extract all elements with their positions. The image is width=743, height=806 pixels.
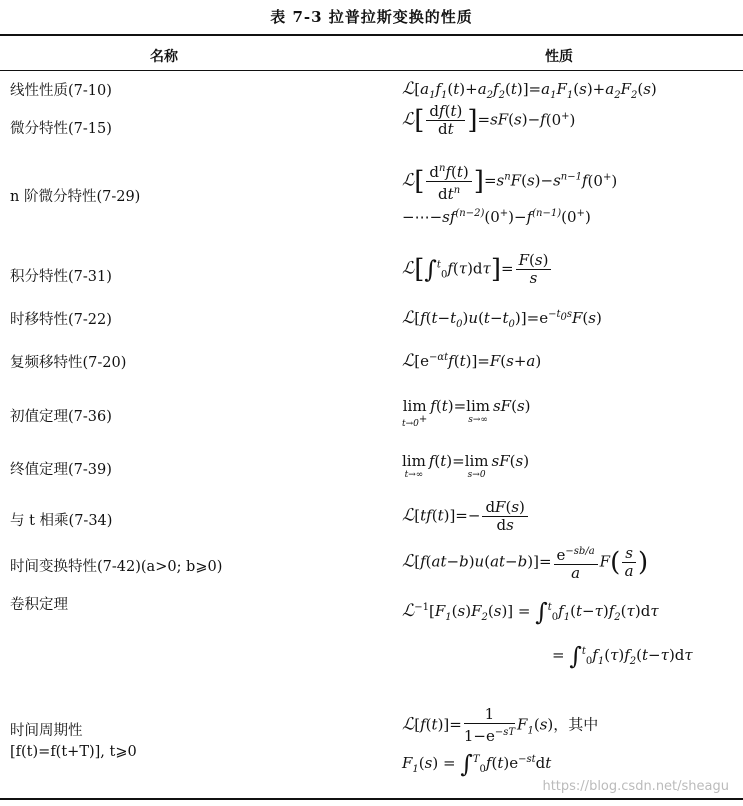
top-rule (0, 34, 743, 36)
row-name-nth-differentiation: n 阶微分特性(7-29) (10, 189, 141, 205)
formula-periodicity-line1: ℒ[f(t)]= $\frac{1}{1-e^{-sT}}$ $F_1(s)$，其中 (402, 705, 599, 745)
formula-differentiation: ℒ[ $\frac{df(t)}{dt}$ ]=sF(s)−f(0+) (402, 102, 576, 138)
row-name-differentiation: 微分特性(7-15) (10, 121, 112, 137)
row-name-initial-value: 初值定理(7-36) (10, 409, 112, 425)
formula-final-value: lim t→∞ f(t)=lim s→0 sF(s) (402, 452, 530, 480)
header-name: 名称 (150, 49, 178, 65)
formula-multiply-t: ℒ[tf(t)]=− $\frac{dF(s)}{ds}$ (402, 499, 530, 534)
formula-frequency-shift: $ℒ[e^{-\alpha t}f(t)]=F(s+a)$ (402, 351, 542, 371)
header-rule (0, 70, 743, 71)
formula-linearity: $ℒ[a_1f_1(t)+a_2f_2(t)]=a_1F_1(s)+a_2F_2(s)$ (402, 79, 657, 101)
formula-time-scaling: ℒ[f(at−b)u(at−b)]= $\frac{e^{-sb/a}}{a}$ F( $\frac{s}{a}$ ) (402, 544, 649, 582)
row-name-integration: 积分特性(7-31) (10, 269, 112, 285)
row-name-linearity: 线性性质(7-10) (10, 83, 112, 99)
formula-time-shift: $ℒ[f(t-t_0)u(t-t_0)]=e^{-t_0s}F(s)$ (402, 308, 602, 330)
row-name-periodicity: 时间周期性 (10, 723, 83, 739)
row-name-periodicity-condition: [f(t)=f(t+T)], t⩾0 (10, 744, 137, 760)
header-property: 性质 (545, 49, 573, 65)
formula-periodicity-line2: $F_1(s) = \int^T_0f(t)e^{-st}dt$ (402, 750, 552, 778)
formula-nth-differentiation-line1: ℒ[ $\frac{d^nf(t)}{dt^n}$ ]$=s^nF(s)-s^{n-1}f(0^+)$ (402, 160, 617, 203)
table-title: 表 7-3 拉普拉斯变换的性质 (270, 8, 473, 26)
row-name-multiply-t: 与 t 相乘(7-34) (10, 513, 113, 529)
formula-convolution-line1: $ℒ^{-1}[F_1(s)F_2(s)] = \int^t_0f_1(t-\tau)f_2(\tau)d\tau$ (402, 598, 659, 626)
bottom-rule (0, 798, 743, 800)
row-name-frequency-shift: 复频移特性(7-20) (10, 355, 127, 371)
formula-convolution-line2: = $\int^t_0f_1(\tau)f_2(t-\tau)d\tau$ (552, 642, 693, 670)
row-name-time-scaling: 时间变换特性(7-42)(a>0; b⩾0) (10, 559, 223, 575)
row-name-final-value: 终值定理(7-39) (10, 462, 112, 478)
row-name-time-shift: 时移特性(7-22) (10, 312, 112, 328)
row-name-convolution: 卷积定理 (10, 597, 68, 613)
formula-initial-value: lim t→0+ f(t)=lim s→∞ sF(s) (402, 397, 531, 429)
formula-nth-differentiation-line2: $-\cdots-sf^{(n-2)}(0^+)-f^{(n-1)}(0^+)$ (402, 208, 591, 226)
watermark: https://blog.csdn.net/sheagu (542, 779, 729, 794)
formula-integration: ℒ[∫$^t_0$f(τ)dτ]= $\frac{F(s)}{s}$ (402, 252, 553, 287)
